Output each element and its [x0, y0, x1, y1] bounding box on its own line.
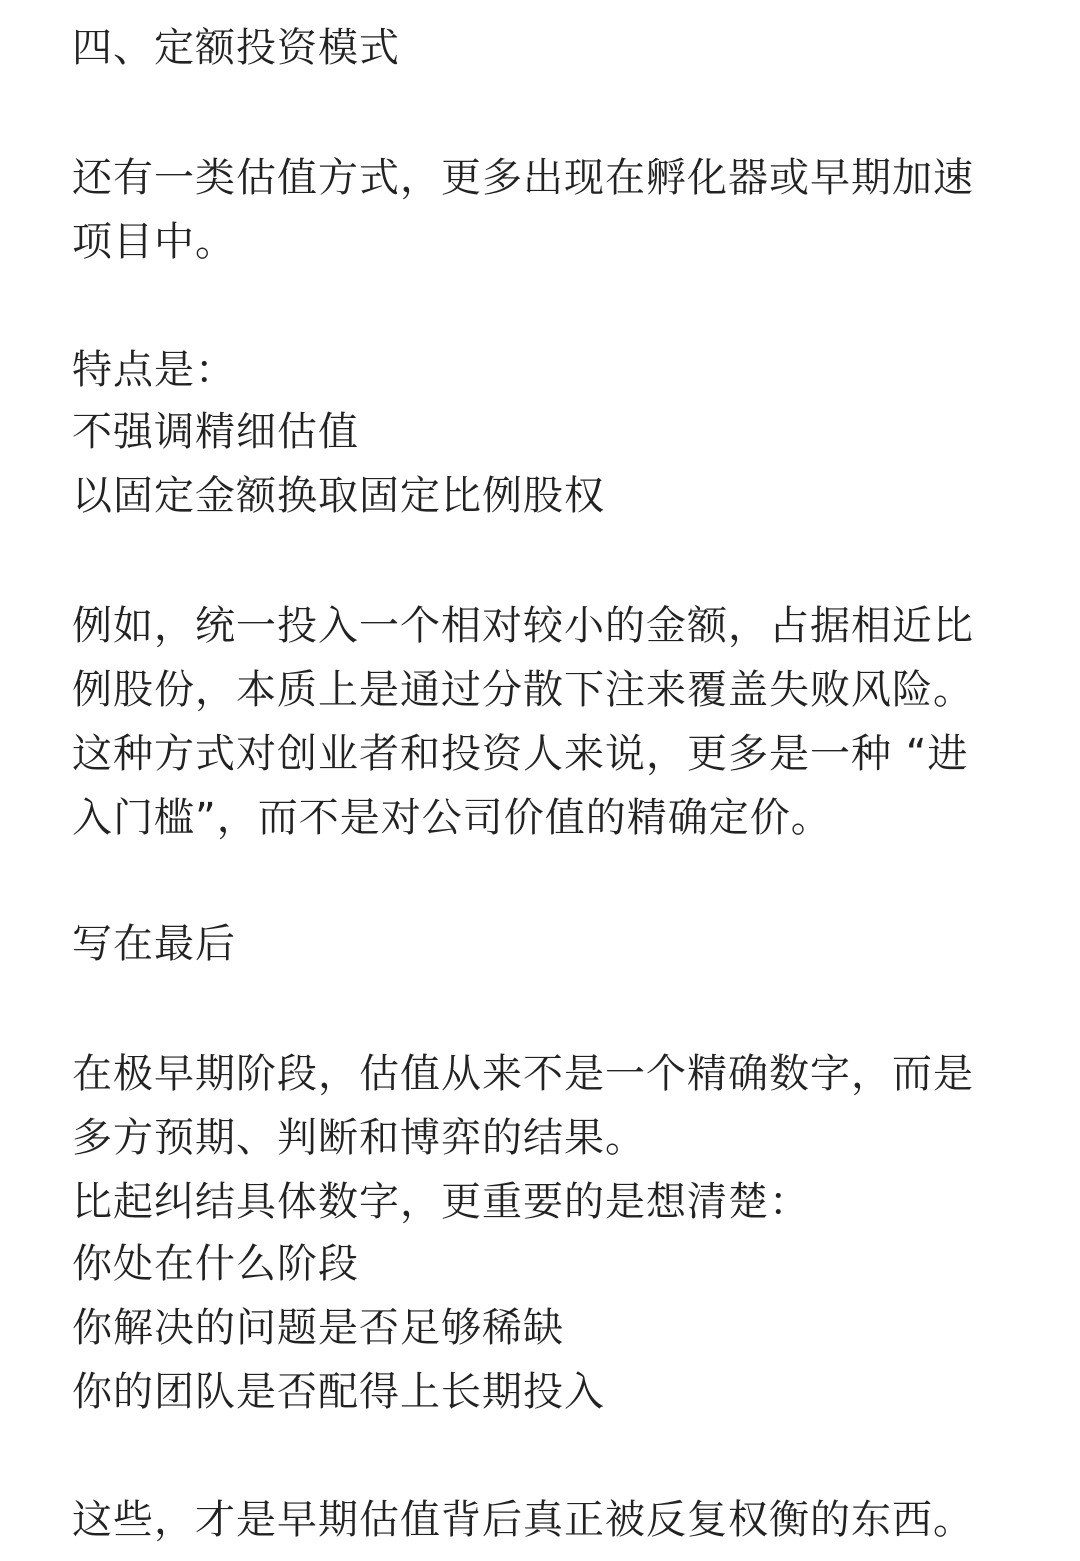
paragraph-line: 入门槛”，而不是对公司价值的精确定价。 [72, 795, 832, 841]
paragraph-line: 比起纠结具体数字，更重要的是想清楚： [72, 1179, 810, 1225]
section-heading: 四、定额投资模式 [72, 25, 400, 71]
final-line: 这些，才是早期估值背后真正被反复权衡的东西。 [72, 1497, 974, 1543]
paragraph-line: 还有一类估值方式，更多出现在孵化器或早期加速 [72, 155, 974, 201]
paragraph-line: 这种方式对创业者和投资人来说，更多是一种 “进 [72, 731, 969, 777]
question-item: 你的团队是否配得上长期投入 [72, 1369, 605, 1415]
closing-heading: 写在最后 [72, 921, 236, 967]
feature-item: 不强调精细估值 [72, 409, 359, 455]
paragraph-line: 例股份，本质上是通过分散下注来覆盖失败风险。 [72, 667, 974, 713]
paragraph-line: 项目中。 [72, 219, 236, 265]
question-item: 你解决的问题是否足够稀缺 [72, 1305, 564, 1351]
feature-item: 以固定金额换取固定比例股权 [72, 473, 605, 519]
paragraph-line: 多方预期、判断和博弈的结果。 [72, 1115, 646, 1161]
question-item: 你处在什么阶段 [72, 1241, 359, 1287]
paragraph-line: 在极早期阶段，估值从来不是一个精确数字，而是 [72, 1051, 974, 1097]
paragraph-line: 例如，统一投入一个相对较小的金额，占据相近比 [72, 603, 974, 649]
features-label: 特点是： [72, 347, 236, 393]
